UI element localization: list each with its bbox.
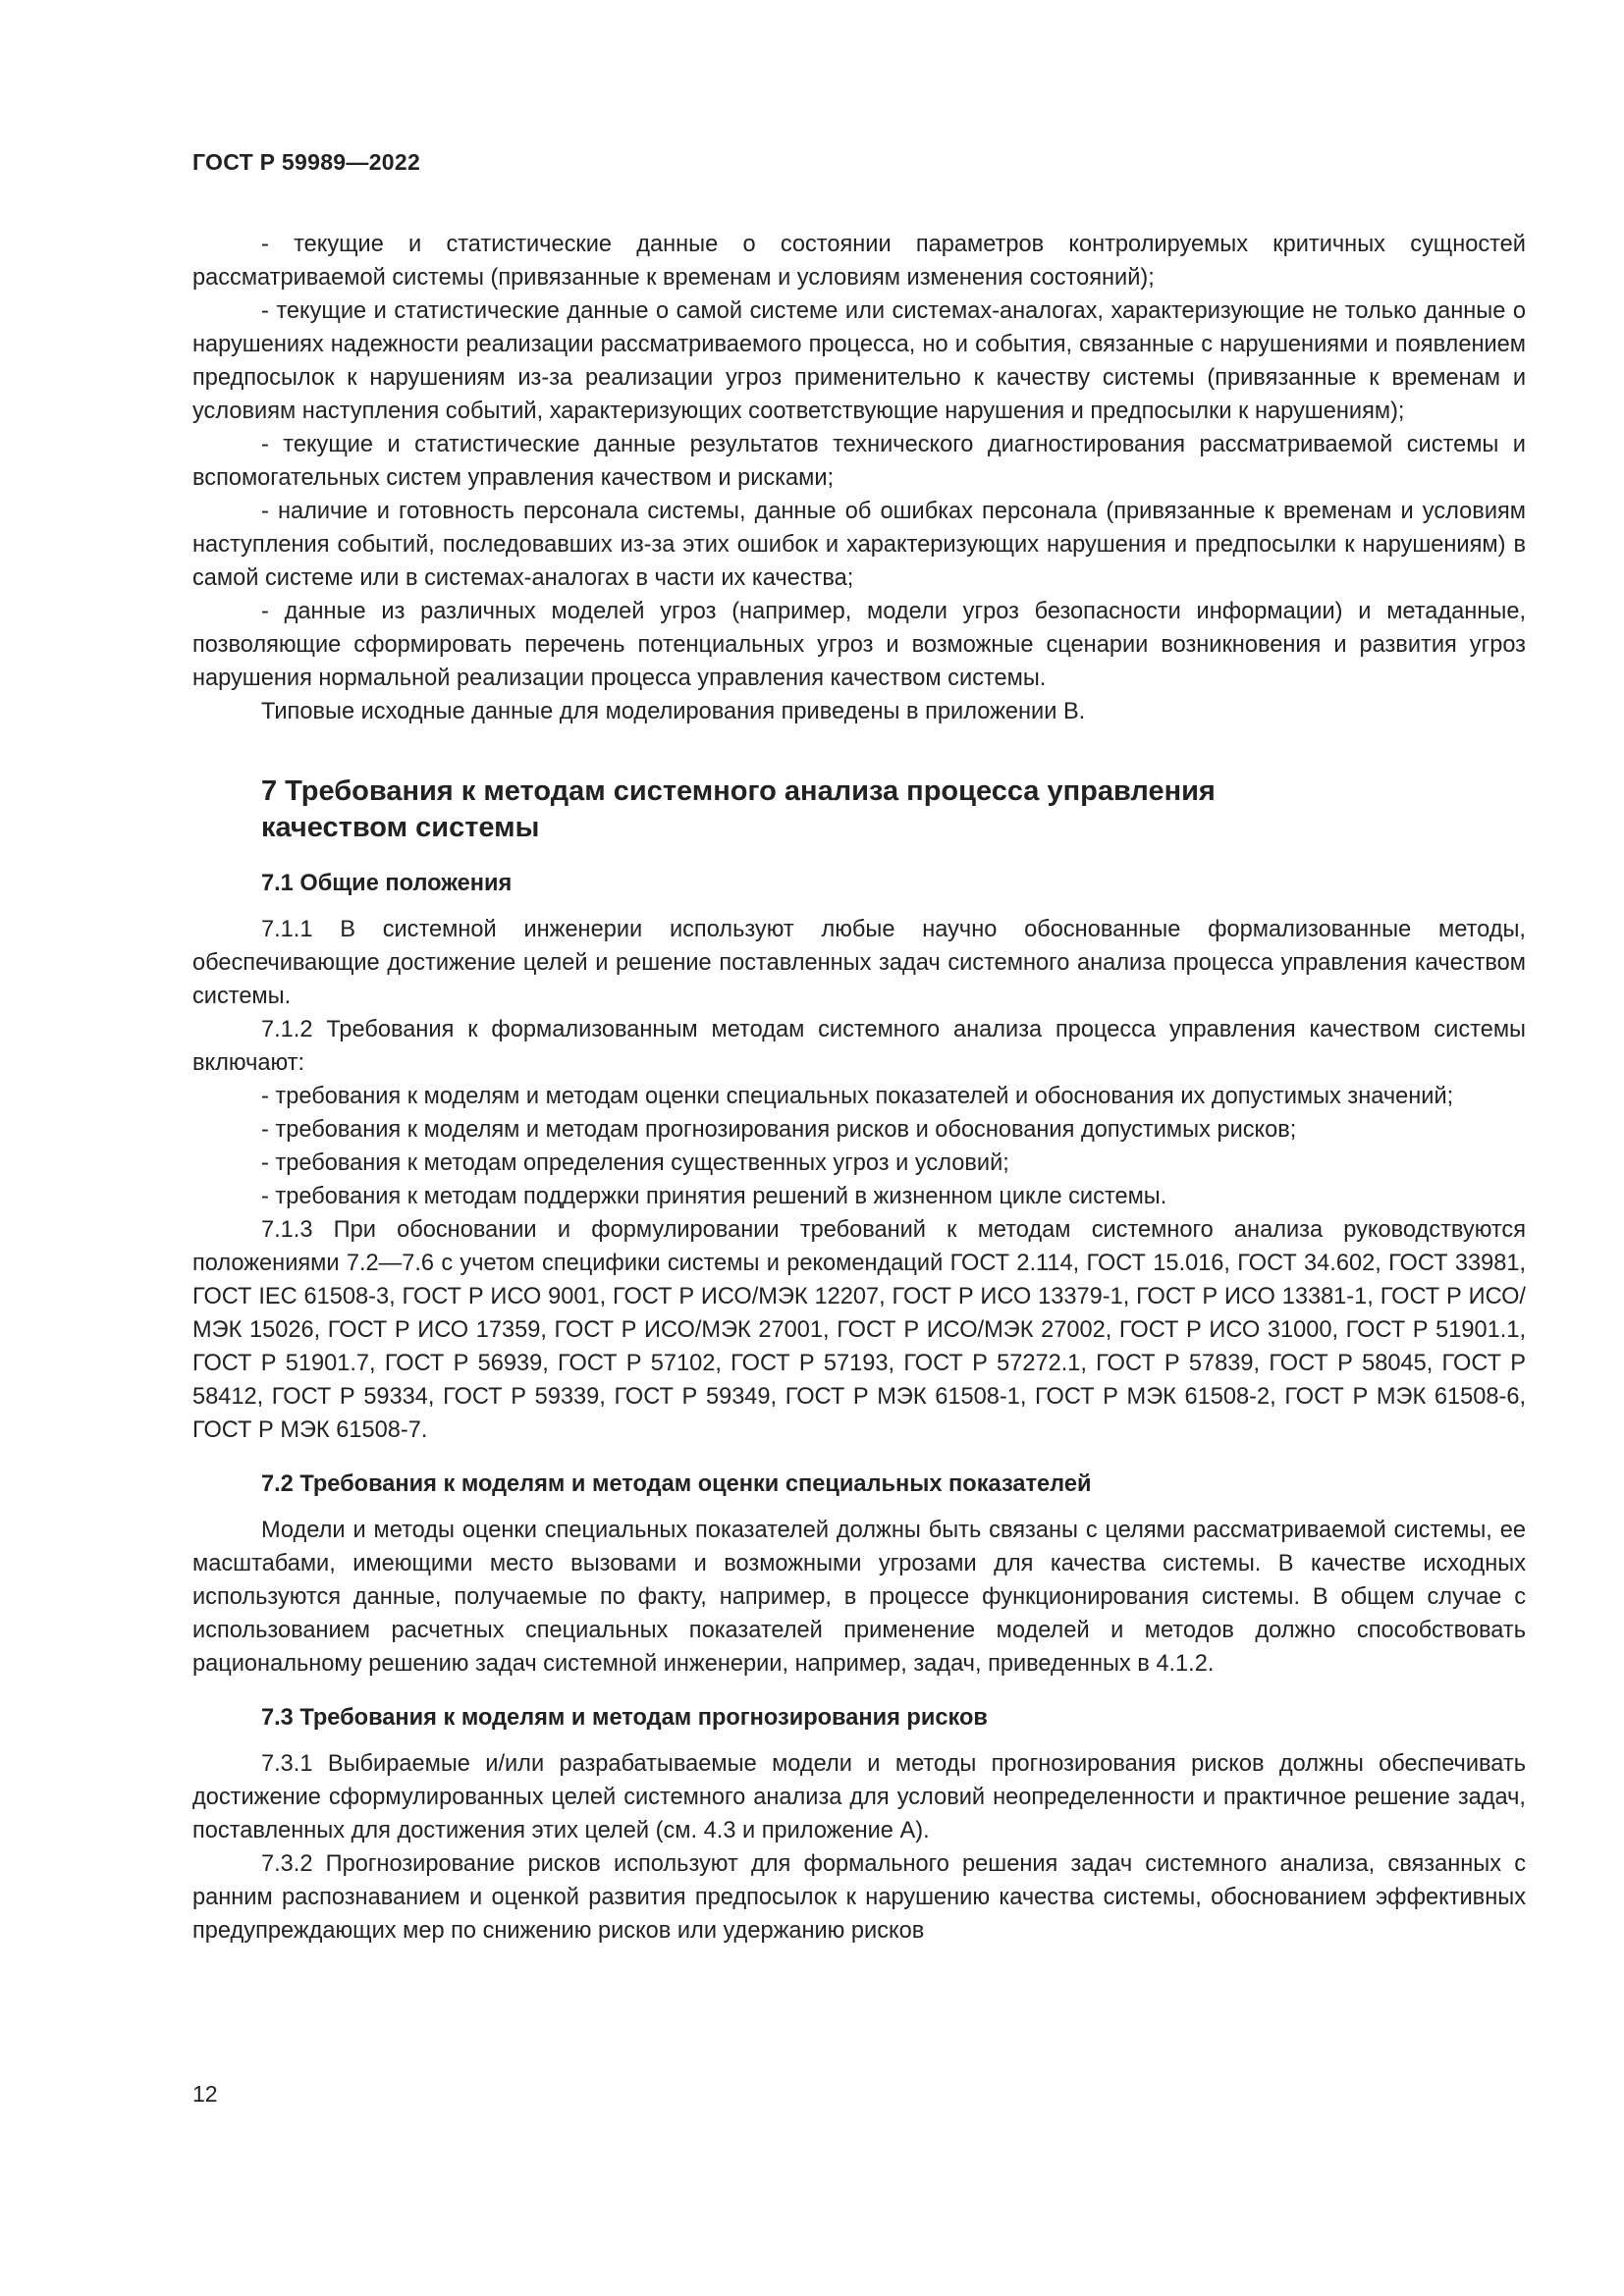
intro-paragraph-5: - данные из различных моделей угроз (например, модели угроз безопасности информации) и метаданные, позволяющие сформировать перечень потенциальных угроз и возможные сценарии возникновения и развития угроз нарушения нормальной реализации процесса управления качеством системы.: [192, 599, 1526, 691]
document-body: [192, 228, 1526, 1948]
paragraph-7-3-1: 7.3.1 Выбираемые и/или разрабатываемые модели и методы прогнозирования рисков должны обеспечивать достижение сформулированных целей системного анализа для условий неопределенности и практичное решение задач, поставленных для достижения этих целей (см. 4.3 и приложение А).: [192, 1751, 1526, 1843]
intro-paragraph-1: - текущие и статистические данные о состоянии параметров контролируемых критичных сущностей рассматриваемой системы (привязанные к временам и условиям изменения состояний);: [192, 232, 1526, 291]
section-7-1-title: 7.1 Общие положения: [261, 871, 513, 896]
intro-paragraph-2: - текущие и статистические данные о самой системе или системах-аналогах, характеризующие не только данные о нарушениях надежности реализации рассматриваемого процесса, но и события, связанные с нарушениями и появлением предпосылок к нарушениям из-за реализации угроз применительно к качеству системы (привязанные к временам и условиям наступления событий, характеризующих соответствующие нарушения и предпосылки к нарушениям);: [192, 298, 1526, 424]
page-number: 12: [192, 2081, 218, 2107]
paragraph-7-1-1: 7.1.1 В системной инженерии используют любые научно обоснованные формализованные методы, обеспечивающие достижение целей и решение поставленных задач системного анализа процесса управления качеством системы.: [192, 917, 1526, 1009]
paragraph-7-1-2: 7.1.2 Требования к формализованным методам системного анализа процесса управления качеством системы включают:: [192, 1017, 1526, 1076]
intro-paragraph-3: - текущие и статистические данные результатов технического диагностирования рассматриваемой системы и вспомогательных систем управления качеством и рисками;: [192, 432, 1526, 491]
section-7-2-title: 7.2 Требования к моделям и методам оценки специальных показателей: [261, 1471, 1092, 1497]
list-item-7-1-2-c: - требования к методам определения существенных угроз и условий;: [261, 1150, 1009, 1176]
intro-paragraph-6: Типовые исходные данные для моделирования приведены в приложении В.: [261, 699, 1086, 724]
list-item-7-1-2-a: - требования к моделям и методам оценки специальных показателей и обоснования их допустимых значений;: [261, 1084, 1454, 1109]
section-7-3-title: 7.3 Требования к моделям и методам прогнозирования рисков: [261, 1705, 988, 1731]
list-item-7-1-2-b: - требования к моделям и методам прогнозирования рисков и обоснования допустимых рисков;: [261, 1117, 1297, 1143]
document-code-header: ГОСТ Р 59989—2022: [192, 149, 421, 175]
paragraph-7-3-2: 7.3.2 Прогнозирование рисков используют для формального решения задач системного анализа, связанных с ранним распознаванием и оценкой развития предпосылок к нарушению качества системы, обоснованием эффективных предупреждающих мер по снижению рисков или удержанию рисков: [192, 1851, 1526, 1944]
intro-paragraph-4: - наличие и готовность персонала системы, данные об ошибках персонала (привязанные к временам и условиям наступления событий, последовавших из-за этих ошибок и характеризующих нарушения и предпосылки к нарушениям) в самой системе или в системах-аналогах в части их качества;: [192, 499, 1526, 591]
list-item-7-1-2-d: - требования к методам поддержки принятия решений в жизненном цикле системы.: [261, 1184, 1167, 1209]
section-7-title: 7 Требования к методам системного анализа процесса управления качеством системы: [261, 775, 1216, 843]
paragraph-7-1-3: 7.1.3 При обосновании и формулировании требований к методам системного анализа руководствуются положениями 7.2—7.6 с учетом специфики системы и рекомендаций ГОСТ 2.114, ГОСТ 15.016, ГОСТ 34.602, ГОСТ 33981, ГОСТ IEC 61508-3, ГОСТ Р ИСО 9001, ГОСТ Р ИСО/МЭК 12207, ГОСТ Р ИСО 13379-1, ГОСТ Р ИСО 13381-1, ГОСТ Р ИСО/МЭК 15026, ГОСТ Р ИСО 17359, ГОСТ Р ИСО/МЭК 27001, ГОСТ Р ИСО/МЭК 27002, ГОСТ Р ИСО 31000, ГОСТ Р 51901.1, ГОСТ Р 51901.7, ГОСТ Р 56939, ГОСТ Р 57102, ГОСТ Р 57193, ГОСТ Р 57272.1, ГОСТ Р 57839, ГОСТ Р 58045, ГОСТ Р 58412, ГОСТ Р 59334, ГОСТ Р 59339, ГОСТ Р 59349, ГОСТ Р МЭК 61508-1, ГОСТ Р МЭК 61508-2, ГОСТ Р МЭК 61508-6, ГОСТ Р МЭК 61508-7.: [192, 1217, 1526, 1443]
paragraph-7-2: Модели и методы оценки специальных показателей должны быть связаны с целями рассматриваемой системы, ее масштабами, имеющими место вызовами и возможными угрозами для качества системы. В качестве исходных используются данные, получаемые по факту, например, в процессе функционирования системы. В общем случае с использованием расчетных специальных показателей применение моделей и методов должно способствовать рациональному решению задач системной инженерии, например, задач, приведенных в 4.1.2.: [192, 1518, 1526, 1677]
